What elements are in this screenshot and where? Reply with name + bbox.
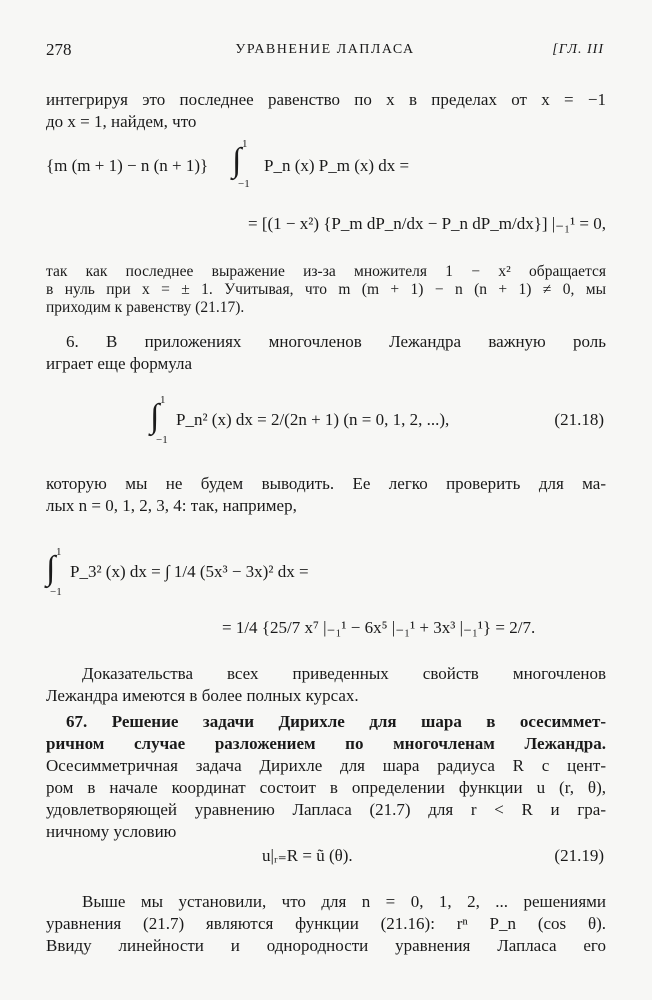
page-header xyxy=(46,40,604,66)
text-line: которую мы не будем выводить. Ее легко проверить для ма- xyxy=(46,474,606,493)
text-line: интегрируя это последнее равенство по x в пределах от x = −1 xyxy=(46,90,606,109)
paragraph-line: Доказательства всех приведенных свойств многочленов xyxy=(82,664,606,683)
equation-norm: P_n² (x) dx = 2/(2n + 1) (n = 0, 1, 2, ...), xyxy=(176,410,450,429)
paragraph-line: Выше мы установили, что для n = 0, 1, 2, ... решениями xyxy=(82,892,606,911)
equation-orthogonality-rhs: = [(1 − x²) {P_m dP_n/dx − P_n dP_m/dx}] |₋₁¹ = 0, xyxy=(248,214,607,233)
paragraph-line: Лежандра имеются в более полных курсах. xyxy=(46,686,359,705)
text-line: ничному условию xyxy=(46,822,177,841)
equation-integrand: P_n (x) P_m (x) dx = xyxy=(264,156,410,175)
text-line: до x = 1, найдем, что xyxy=(46,112,197,131)
text-line: приходим к равенству (21.17). xyxy=(46,299,245,316)
equation-text: {m (m + 1) − n (n + 1)} xyxy=(46,156,209,175)
text-line: уравнения (21.7) являются функции (21.16): rⁿ P_n (cos θ). xyxy=(46,914,606,933)
integral-sign: ∫ xyxy=(46,550,56,587)
section-heading: ричном случае разложением по многочленам Лежандра. xyxy=(46,734,606,753)
integral-upper-limit: 1 xyxy=(160,394,166,406)
paragraph-line: играет еще формула xyxy=(46,354,193,373)
text-line: Ввиду линейности и однородности уравнения Лапласа его xyxy=(46,936,606,955)
text-line: ром в начале координат состоит в определении функции u (r, θ), xyxy=(46,778,606,797)
equation-orthogonality-lhs xyxy=(46,156,208,176)
integral-upper-limit: 1 xyxy=(242,138,248,150)
equation-example-lhs: P_3² (x) dx = ∫ 1/4 (5x³ − 3x)² dx = xyxy=(70,562,309,581)
chapter-marker: [ГЛ. III xyxy=(552,42,604,57)
text-line: так как последнее выражение из-за множителя 1 − x² обращается xyxy=(46,263,606,280)
integral-lower-limit: −1 xyxy=(156,434,168,446)
running-title: УРАВНЕНИЕ ЛАПЛАСА xyxy=(235,42,415,57)
equation-number: (21.18) xyxy=(554,410,604,429)
text-line: Осесимметричная задача Дирихле для шара радиуса R с цент- xyxy=(46,756,606,775)
equation-example-rhs: = 1/4 {25/7 x⁷ |₋₁¹ − 6x⁵ |₋₁¹ + 3x³ |₋₁¹} = 2/7. xyxy=(222,618,536,637)
text-line: лых n = 0, 1, 2, 3, 4: так, например, xyxy=(46,496,297,515)
page-number: 278 xyxy=(46,40,72,59)
equation-number: (21.19) xyxy=(554,846,604,865)
paragraph-line: 6. В приложениях многочленов Лежандра важную роль xyxy=(66,332,606,351)
integral-lower-limit: −1 xyxy=(50,586,62,598)
equation-boundary-condition: u|ᵣ₌R = ũ (θ). xyxy=(262,846,353,865)
integral-upper-limit: 1 xyxy=(56,546,62,558)
integral-lower-limit: −1 xyxy=(238,178,250,190)
text-line: в нуль при x = ± 1. Учитывая, что m (m + 1) − n (n + 1) ≠ 0, мы xyxy=(46,281,606,298)
text-line: удовлетворяющей уравнению Лапласа (21.7) для r < R и гра- xyxy=(46,800,606,819)
section-heading: 67. Решение задачи Дирихле для шара в осесиммет- xyxy=(66,712,606,731)
integral-sign: ∫ xyxy=(150,398,160,435)
integral-sign: ∫ xyxy=(232,142,242,179)
